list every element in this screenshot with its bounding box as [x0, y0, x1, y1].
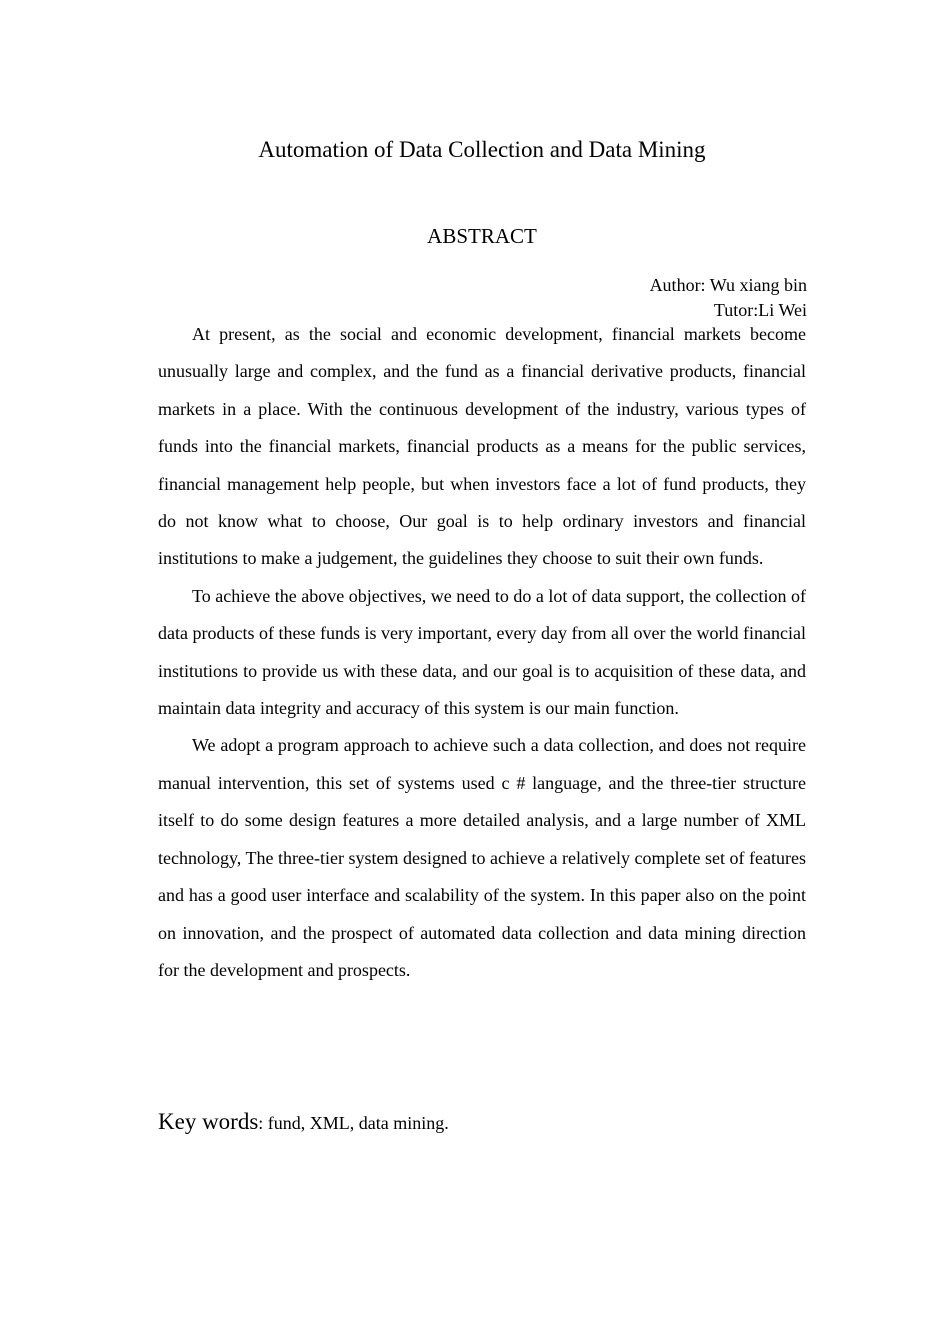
abstract-paragraph: We adopt a program approach to achieve such a data collection, and does not require manual intervention, this set of systems used c # language, and the three-tier structure itself to do some design features a more detailed analysis, and a large number of XML technology, The three-tier system designed to achieve a relatively complete set of features and has a good user interface and scalability of the system. In this paper also on the point on innovation, and the prospect of automated data collection and data mining direction for the development and prospects.: [158, 735, 806, 980]
abstract-body: [158, 316, 806, 989]
paper-title: Automation of Data Collection and Data Mining: [258, 137, 706, 162]
abstract-paragraph: At present, as the social and economic development, financial markets become unusually large and complex, and the fund as a financial derivative products, financial markets in a place. With the continuous development of the industry, various types of funds into the financial markets, financial products as a means for the public services, financial management help people, but when investors face a lot of fund products, they do not know what to choose, Our goal is to help ordinary investors and financial institutions to make a judgement, the guidelines they choose to suit their own funds.: [158, 324, 806, 569]
abstract-paragraph: To achieve the above objectives, we need to do a lot of data support, the collection of data products of these funds is very important, every day from all over the world financial institutions to provide us with these data, and our goal is to acquisition of these data, and maintain data integrity and accuracy of this system is our main function.: [158, 585, 806, 719]
tutor-line: Tutor:Li Wei: [713, 300, 807, 320]
abstract-heading: ABSTRACT: [427, 224, 537, 248]
keywords-label: Key words: [158, 1109, 259, 1134]
author-line: Author: Wu xiang bin: [649, 275, 807, 295]
keywords-value: : fund, XML, data mining.: [258, 1113, 449, 1133]
keywords-line: [158, 1109, 806, 1135]
